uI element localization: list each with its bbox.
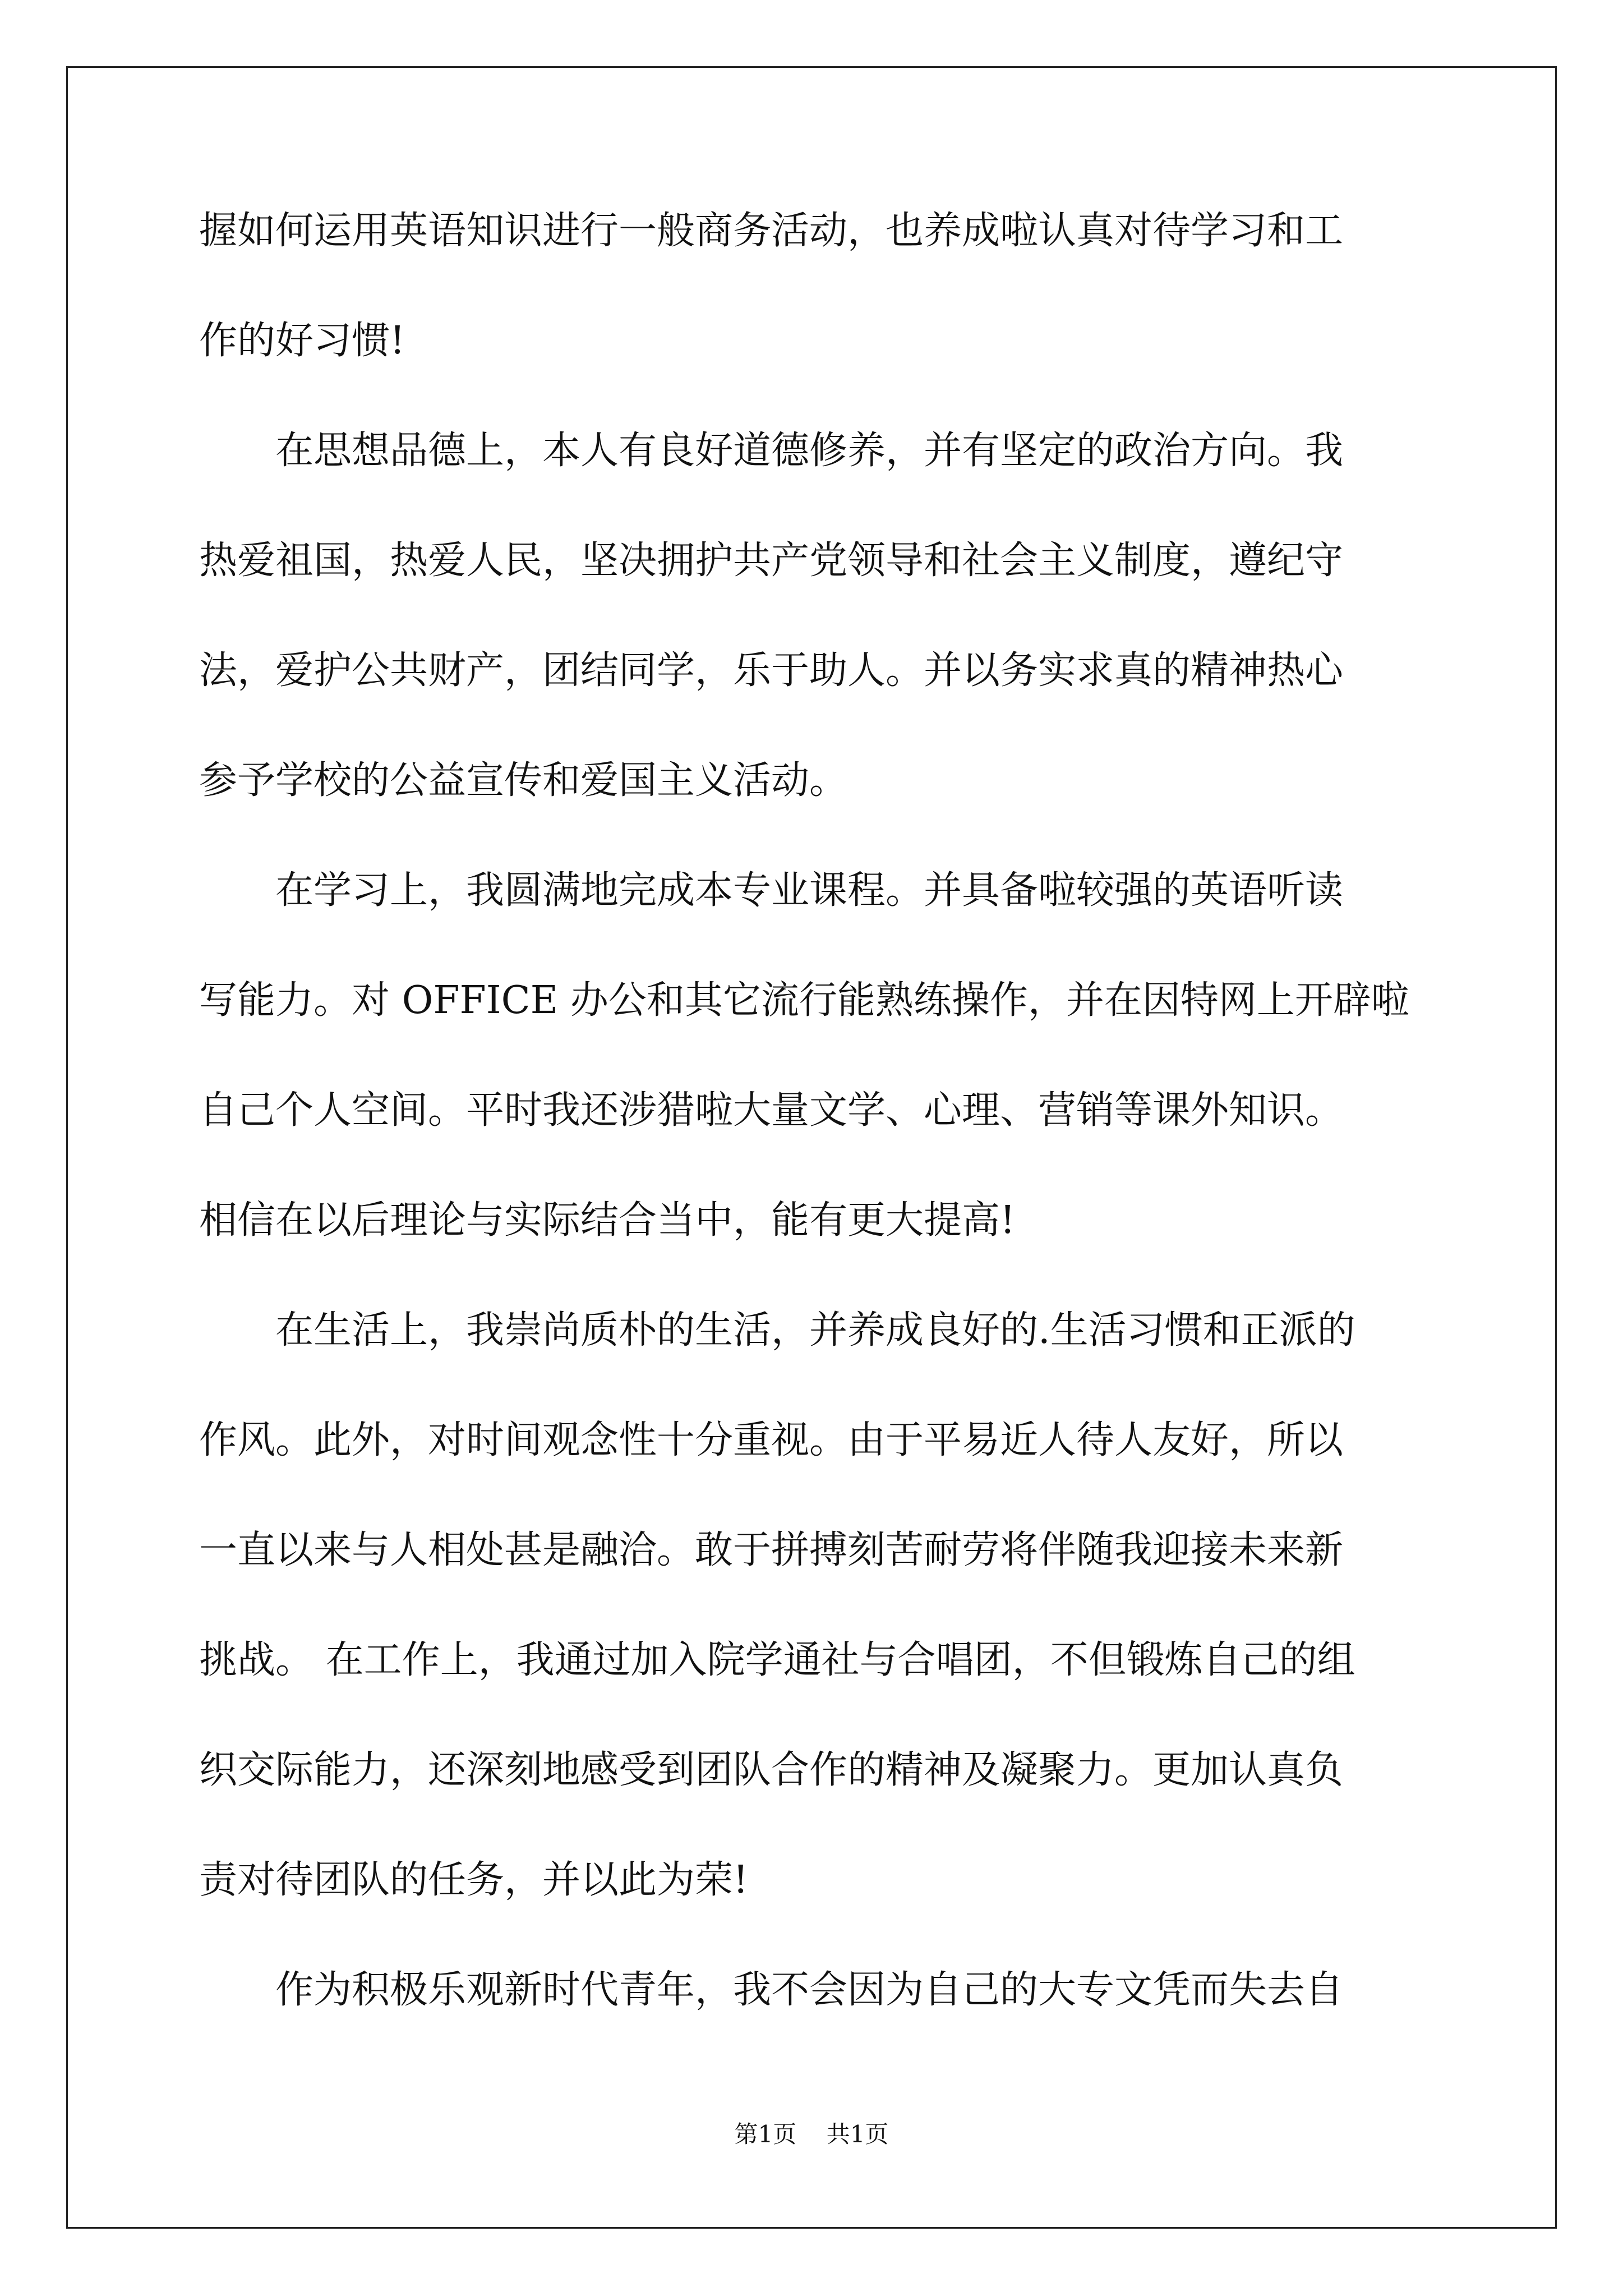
- text-line-3: 在思想品德上，本人有良好道德修养，并有坚定的政治方向。我: [275, 429, 1344, 473]
- text-line-11: 在生活上，我崇尚质朴的生活，并养成良好的.生活习惯和正派的: [275, 1308, 1355, 1352]
- text-line-12: 作风。此外，对时间观念性十分重视。由于平易近人待人友好，所以: [199, 1418, 1344, 1462]
- text-line-7: 在学习上，我圆满地完成本专业课程。并具备啦较强的英语听读: [275, 868, 1344, 913]
- text-line-6: 参予学校的公益宣传和爱国主义活动。: [199, 758, 848, 803]
- text-line-17: 作为积极乐观新时代青年，我不会因为自己的大专文凭而失去自: [275, 1968, 1344, 2012]
- document-body: [199, 209, 1433, 2081]
- footer-spacer: [796, 2120, 826, 2148]
- text-line-16: 责对待团队的任务，并以此为荣!: [199, 1858, 749, 1902]
- page-footer: [0, 2120, 1623, 2148]
- text-line-13: 一直以来与人相处甚是融洽。敢于拼搏刻苦耐劳将伴随我迎接未来新: [199, 1528, 1344, 1572]
- text-line-8: 写能力。对 OFFICE 办公和其它流行能熟练操作，并在因特网上开辟啦: [199, 978, 1409, 1023]
- text-line-10: 相信在以后理论与实际结合当中，能有更大提高!: [199, 1198, 1016, 1243]
- text-line-15: 织交际能力，还深刻地感受到团队合作的精神及凝聚力。更加认真负: [199, 1748, 1344, 1792]
- text-line-14: 挑战。 在工作上，我通过加入院学通社与合唱团，不但锻炼自己的组: [199, 1638, 1355, 1682]
- text-line-5: 法，爱护公共财产，团结同学，乐于助人。并以务实求真的精神热心: [199, 648, 1344, 693]
- page-total: 共1页: [826, 2120, 889, 2148]
- page-number: 第1页: [734, 2120, 797, 2148]
- text-line-2: 作的好习惯!: [199, 319, 405, 363]
- text-line-9: 自己个人空间。平时我还涉猎啦大量文学、心理、营销等课外知识。: [199, 1088, 1344, 1133]
- text-line-4: 热爱祖国，热爱人民，坚决拥护共产党领导和社会主义制度，遵纪守: [199, 539, 1344, 583]
- text-line-1: 握如何运用英语知识进行一般商务活动，也养成啦认真对待学习和工: [199, 209, 1344, 253]
